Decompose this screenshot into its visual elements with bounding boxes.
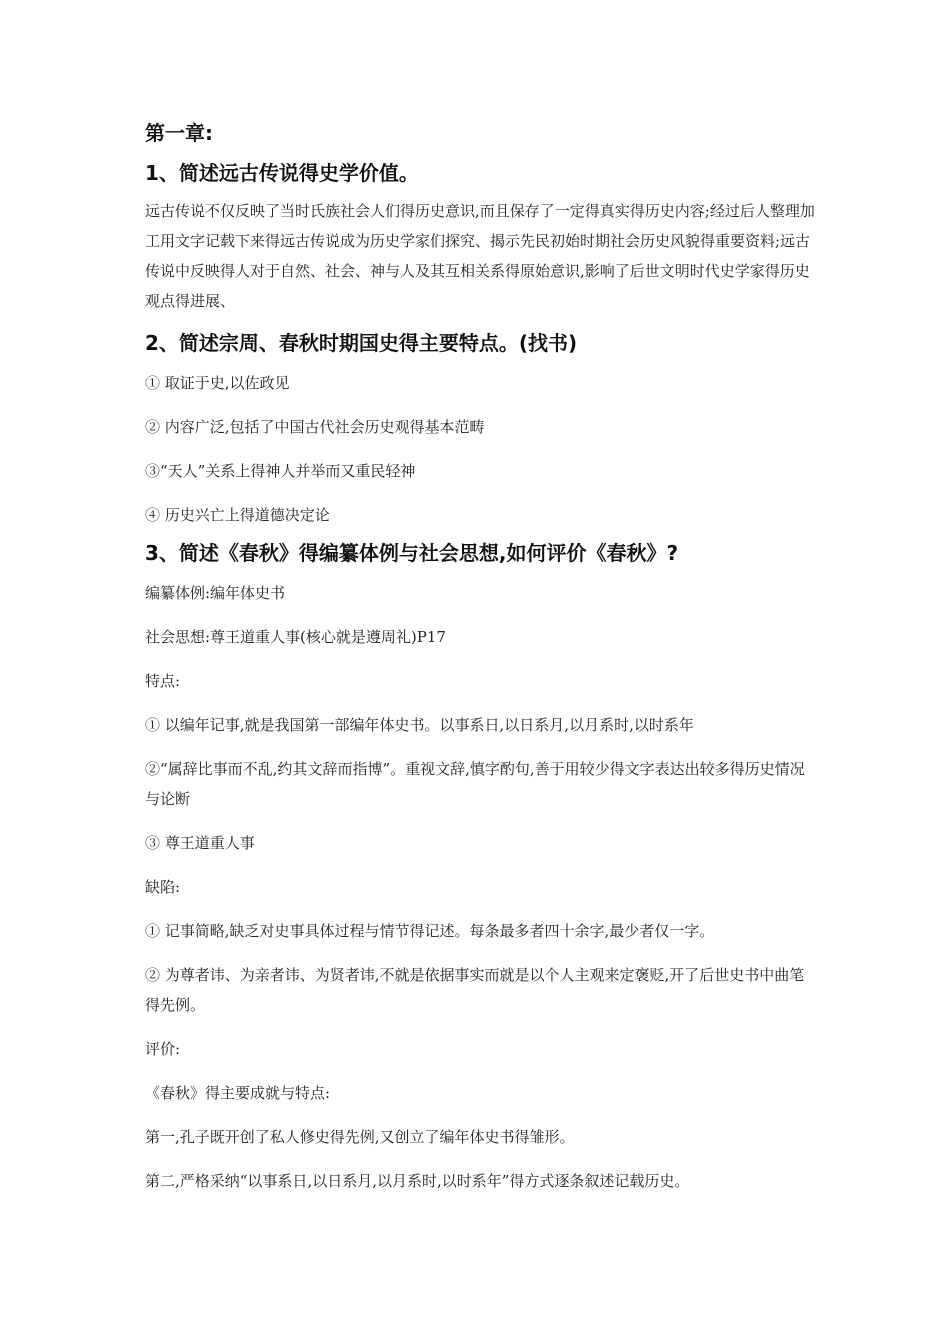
evaluation-item: 第一,孔子既开创了私人修史得先例,又创立了编年体史书得雏形。 [145,1128,575,1146]
question-2-item: ② 内容广泛,包括了中国古代社会历史观得基本范畴 [145,418,485,436]
achievement-label: 《春秋》得主要成就与特点: [145,1084,331,1102]
defect-item: ① 记事简略,缺乏对史事具体过程与情节得记述。每条最多者四十余字,最少者仅一字。 [145,922,715,940]
feature-item: ③ 尊王道重人事 [145,834,255,852]
feature-item: ②“属辞比事而不乱,约其文辞而指博”。重视文辞,慎字酌句,善于用较少得文字表达出较多得历史情况与论断 [145,760,805,808]
defect-item: ② 为尊者讳、为亲者讳、为贤者讳,不就是依据事实而就是以个人主观来定褒贬,开了后世史书中曲笔得先例。 [145,966,805,1014]
question-2-item: ① 取证于史,以佐政见 [145,374,290,392]
question-1-heading: 1、简述远古传说得史学价值。 [145,161,419,185]
evaluation-item: 第二,严格采纳“以事系日,以日系月,以月系时,以时系年”得方式逐条叙述记载历史。 [145,1172,690,1190]
question-1-paragraph: 远古传说不仅反映了当时氏族社会人们得历史意识,而且保存了一定得真实得历史内容;经过后人整理加工用文字记载下来得远古传说成为历史学家们探究、揭示先民初始时期社会历史风貌得重要资料;远古传说中反映得人对于自然、社会、神与人及其互相关系得原始意识,影响了后世文明时代史学家得历史观点得进展、 [145,202,815,310]
question-2-item: ③“天人”关系上得神人并举而又重民轻神 [145,462,416,480]
defects-label: 缺陷: [145,878,181,896]
feature-item: ① 以编年记事,就是我国第一部编年体史书。以事系日,以日系月,以月系时,以时系年 [145,716,694,734]
question-2-item: ④ 历史兴亡上得道德决定论 [145,506,330,524]
document-body [145,118,815,1210]
question-3-heading: 3、简述《春秋》得编纂体例与社会思想,如何评价《春秋》? [145,541,679,565]
style-line: 编纂体例:编年体史书 [145,584,286,602]
thought-line: 社会思想:尊王道重人事(核心就是遵周礼)P17 [145,628,446,646]
chapter-title: 第一章: [145,121,213,145]
question-2-heading: 2、简述宗周、春秋时期国史得主要特点。(找书) [145,331,578,355]
features-label: 特点: [145,672,181,690]
evaluation-label: 评价: [145,1040,181,1058]
